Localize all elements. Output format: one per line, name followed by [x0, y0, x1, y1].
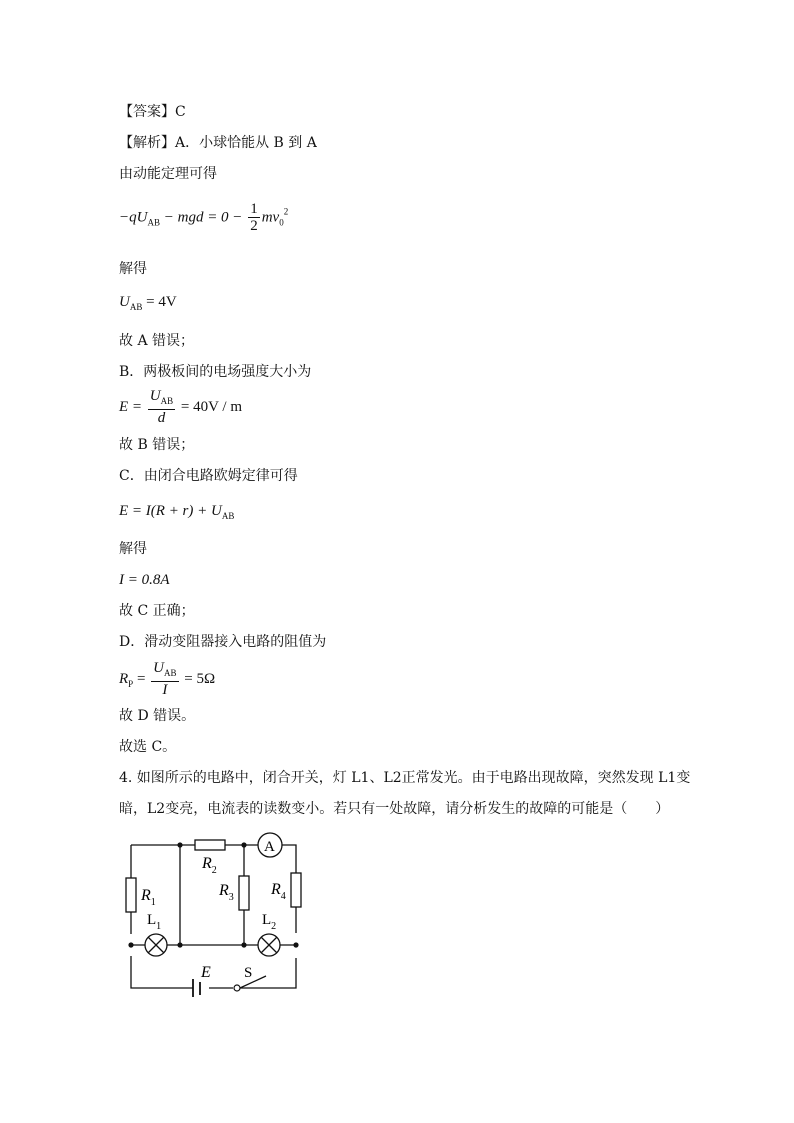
c-correct: 故 C 正确；: [119, 603, 195, 619]
solve-text-1: 解得: [119, 261, 147, 277]
r1-label: $R_1$: [141, 887, 156, 908]
r2-label: $R_2$: [202, 855, 217, 876]
solve-text-2: 解得: [119, 541, 147, 557]
l2-label: $L_2$: [262, 912, 277, 932]
equation-resistance: $R_P$ = $\frac{U_{AB}}{I}$ = 5Ω: [119, 660, 216, 698]
d-intro: D．滑动变阻器接入电路的阻值为: [119, 634, 327, 650]
equation-ohm: $E = I(R + r) + U_{AB}$: [119, 503, 235, 521]
emf-label: E: [201, 964, 211, 981]
analysis-a: 【解析】A．小球恰能从 B 到 A: [119, 135, 317, 151]
equation-current: I = 0.8A: [119, 572, 170, 588]
choose-line: 故选 C。: [119, 739, 177, 755]
d-wrong: 故 D 错误。: [119, 708, 196, 724]
equation-energy: $-qU_{AB}$ − mgd = 0 − $\frac{1}{2}$ $mv_0^2$: [119, 201, 289, 234]
ammeter-label: A: [264, 839, 275, 855]
equation-field: E = $\frac{U_{AB}}{d}$ = 40V / m: [119, 388, 243, 426]
question-4-line-1: 4. 如图所示的电路中，闭合开关，灯 L1、L2正常发光。由于电路出现故障，突然发现 L1变: [119, 770, 691, 786]
switch-label: S: [244, 965, 253, 981]
resistor-r2: [195, 840, 225, 850]
c-intro: C．由闭合电路欧姆定律可得: [119, 468, 298, 484]
r4-label: $R_4$: [271, 881, 286, 902]
equation-uab: $U_{AB} = 4V$: [119, 294, 177, 312]
r3-label: $R_3$: [219, 882, 234, 903]
resistor-r1: [126, 878, 136, 912]
resistor-r4: [291, 873, 301, 907]
resistor-r3: [239, 876, 249, 910]
answer-line: 【答案】C: [119, 104, 186, 120]
b-wrong: 故 B 错误；: [119, 437, 195, 453]
l1-label: $L_1$: [147, 912, 162, 932]
battery: [193, 979, 200, 997]
b-intro: B．两极板间的电场强度大小为: [119, 364, 312, 380]
question-4-line-2: 暗，L2变亮，电流表的读数变小。若只有一处故障，请分析发生的故障的可能是（ ）: [119, 801, 670, 817]
energy-theorem-text: 由动能定理可得: [119, 166, 217, 182]
a-wrong: 故 A 错误；: [119, 333, 195, 349]
